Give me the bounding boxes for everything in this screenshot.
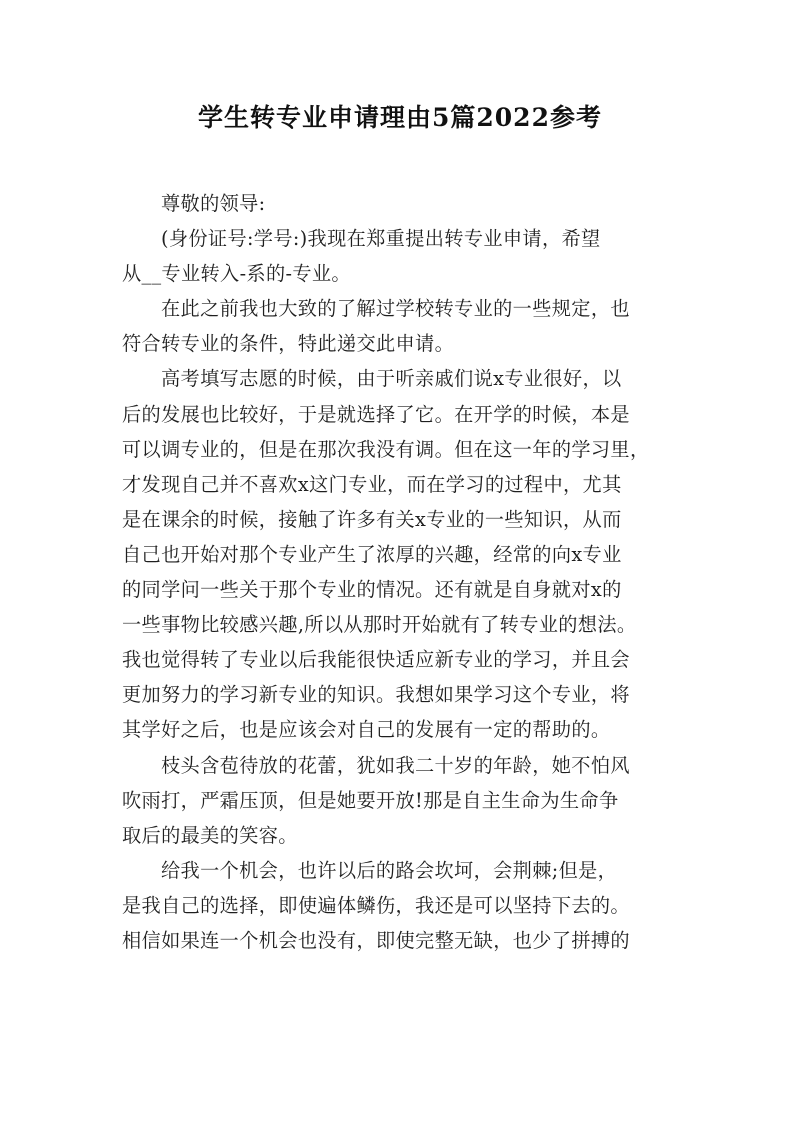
paragraph-regulations [122, 291, 688, 361]
text-line: 一些事物比较感兴趣,所以从那时开始就有了转专业的想法。 [122, 613, 637, 637]
text-line: 后的发展也比较好，于是就选择了它。在开学的时候，本是 [122, 402, 630, 426]
text-line: 尊敬的领导: [161, 192, 266, 215]
text-line: 相信如果连一个机会也没有，即使完整无缺，也少了拼搏的 [122, 928, 630, 952]
text-line: 是我自己的选择，即使遍体鳞伤，我还是可以坚持下去的。 [122, 893, 630, 917]
text-line: 是在课余的时候，接触了许多有关x专业的一些知识，从而 [122, 507, 622, 531]
text-line: (身份证号:学号:)我现在郑重提出转专业申请，希望 [161, 227, 601, 251]
paragraph-salutation [122, 186, 688, 221]
text-line: 我也觉得转了专业以后我能很快适应新专业的学习，并且会 [122, 648, 630, 672]
text-line: 高考填写志愿的时候，由于听亲戚们说x专业很好，以 [161, 367, 622, 391]
paragraph-closing [122, 853, 688, 958]
text-line: 的同学问一些关于那个专业的情况。还有就是自身就对x的 [122, 578, 622, 602]
text-line: 其学好之后，也是应该会对自己的发展有一定的帮助的。 [122, 718, 611, 742]
text-line: 才发现自己并不喜欢x这门专业，而在学习的过程中，尤其 [122, 472, 622, 496]
document-title: 学生转专业申请理由5篇2022参考 [198, 103, 602, 132]
text-line: 给我一个机会，也许以后的路会坎坷，会荆棘;但是， [161, 858, 618, 882]
text-line: 可以调专业的，但是在那次我没有调。但在这一年的学习里， [122, 437, 650, 461]
paragraph-application [122, 221, 688, 291]
text-line: 符合转专业的条件，特此递交此申请。 [122, 332, 455, 356]
document-body [122, 186, 688, 958]
text-line: 取后的最美的笑容。 [122, 823, 298, 847]
text-line: 从__专业转入-系的-专业。 [122, 262, 351, 286]
paragraph-reasons [122, 361, 688, 747]
text-line: 吹雨打，严霜压顶，但是她要开放!那是自主生命为生命争 [122, 788, 619, 812]
text-line: 更加努力的学习新专业的知识。我想如果学习这个专业，将 [122, 683, 630, 707]
text-line: 枝头含苞待放的花蕾，犹如我二十岁的年龄，她不怕风 [161, 753, 630, 777]
paragraph-metaphor [122, 748, 688, 853]
text-line: 自己也开始对那个专业产生了浓厚的兴趣，经常的向x专业 [122, 542, 622, 566]
text-line: 在此之前我也大致的了解过学校转专业的一些规定，也 [161, 297, 630, 321]
